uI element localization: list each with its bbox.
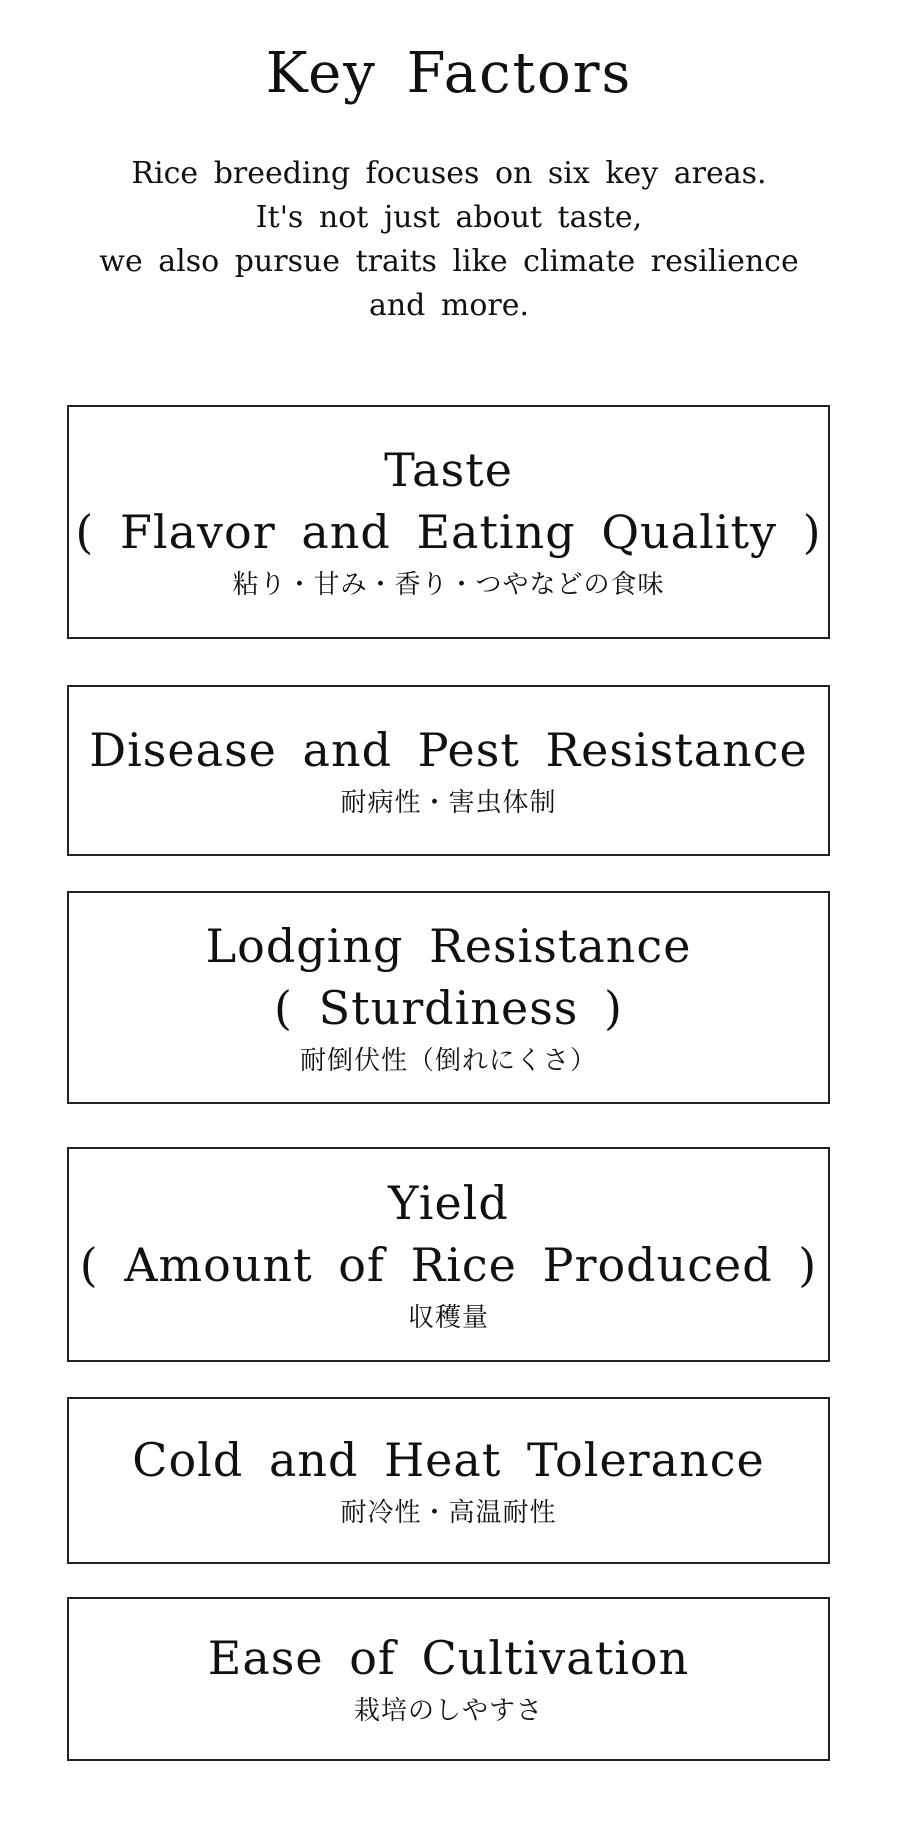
factor-title: Yield: [388, 1175, 509, 1230]
factor-japanese-label: 収穫量: [407, 1302, 489, 1333]
factor-subtitle: ( Flavor and Eating Quality ): [75, 505, 822, 559]
factor-japanese-label: 耐冷性・高温耐性: [340, 1497, 557, 1528]
factor-card-taste: [67, 405, 830, 639]
factor-title: Taste: [384, 443, 513, 497]
factor-card-yield: [67, 1147, 830, 1362]
intro-line: we also pursue traits like climate resilience: [99, 244, 799, 279]
factor-japanese-label: 耐倒伏性（倒れにくさ）: [299, 1045, 597, 1076]
factor-japanese-label: 粘り・甘み・香り・つやなどの食味: [232, 570, 665, 600]
intro-line: Rice breeding focuses on six key areas.: [131, 156, 767, 191]
factor-title: Disease and Pest Resistance: [89, 722, 808, 777]
factor-card-cold-heat-tolerance: [67, 1397, 830, 1564]
factor-card-disease-pest-resistance: [67, 685, 830, 856]
page-title: Key Factors: [265, 41, 633, 106]
factor-japanese-label: 栽培のしやすさ: [353, 1696, 543, 1726]
factor-japanese-label: 耐病性・害虫体制: [340, 787, 557, 818]
factor-card-ease-of-cultivation: [67, 1597, 830, 1761]
intro-line: and more.: [368, 288, 530, 323]
intro-paragraph: [0, 152, 898, 328]
factor-subtitle: ( Sturdiness ): [274, 980, 623, 1035]
factor-card-lodging-resistance: [67, 891, 830, 1104]
factor-title: Ease of Cultivation: [207, 1631, 690, 1685]
factor-title: Lodging Resistance: [205, 918, 692, 973]
factor-title: Cold and Heat Tolerance: [132, 1432, 765, 1487]
factor-subtitle: ( Amount of Rice Produced ): [79, 1237, 818, 1292]
intro-line: It's not just about taste,: [255, 200, 643, 235]
